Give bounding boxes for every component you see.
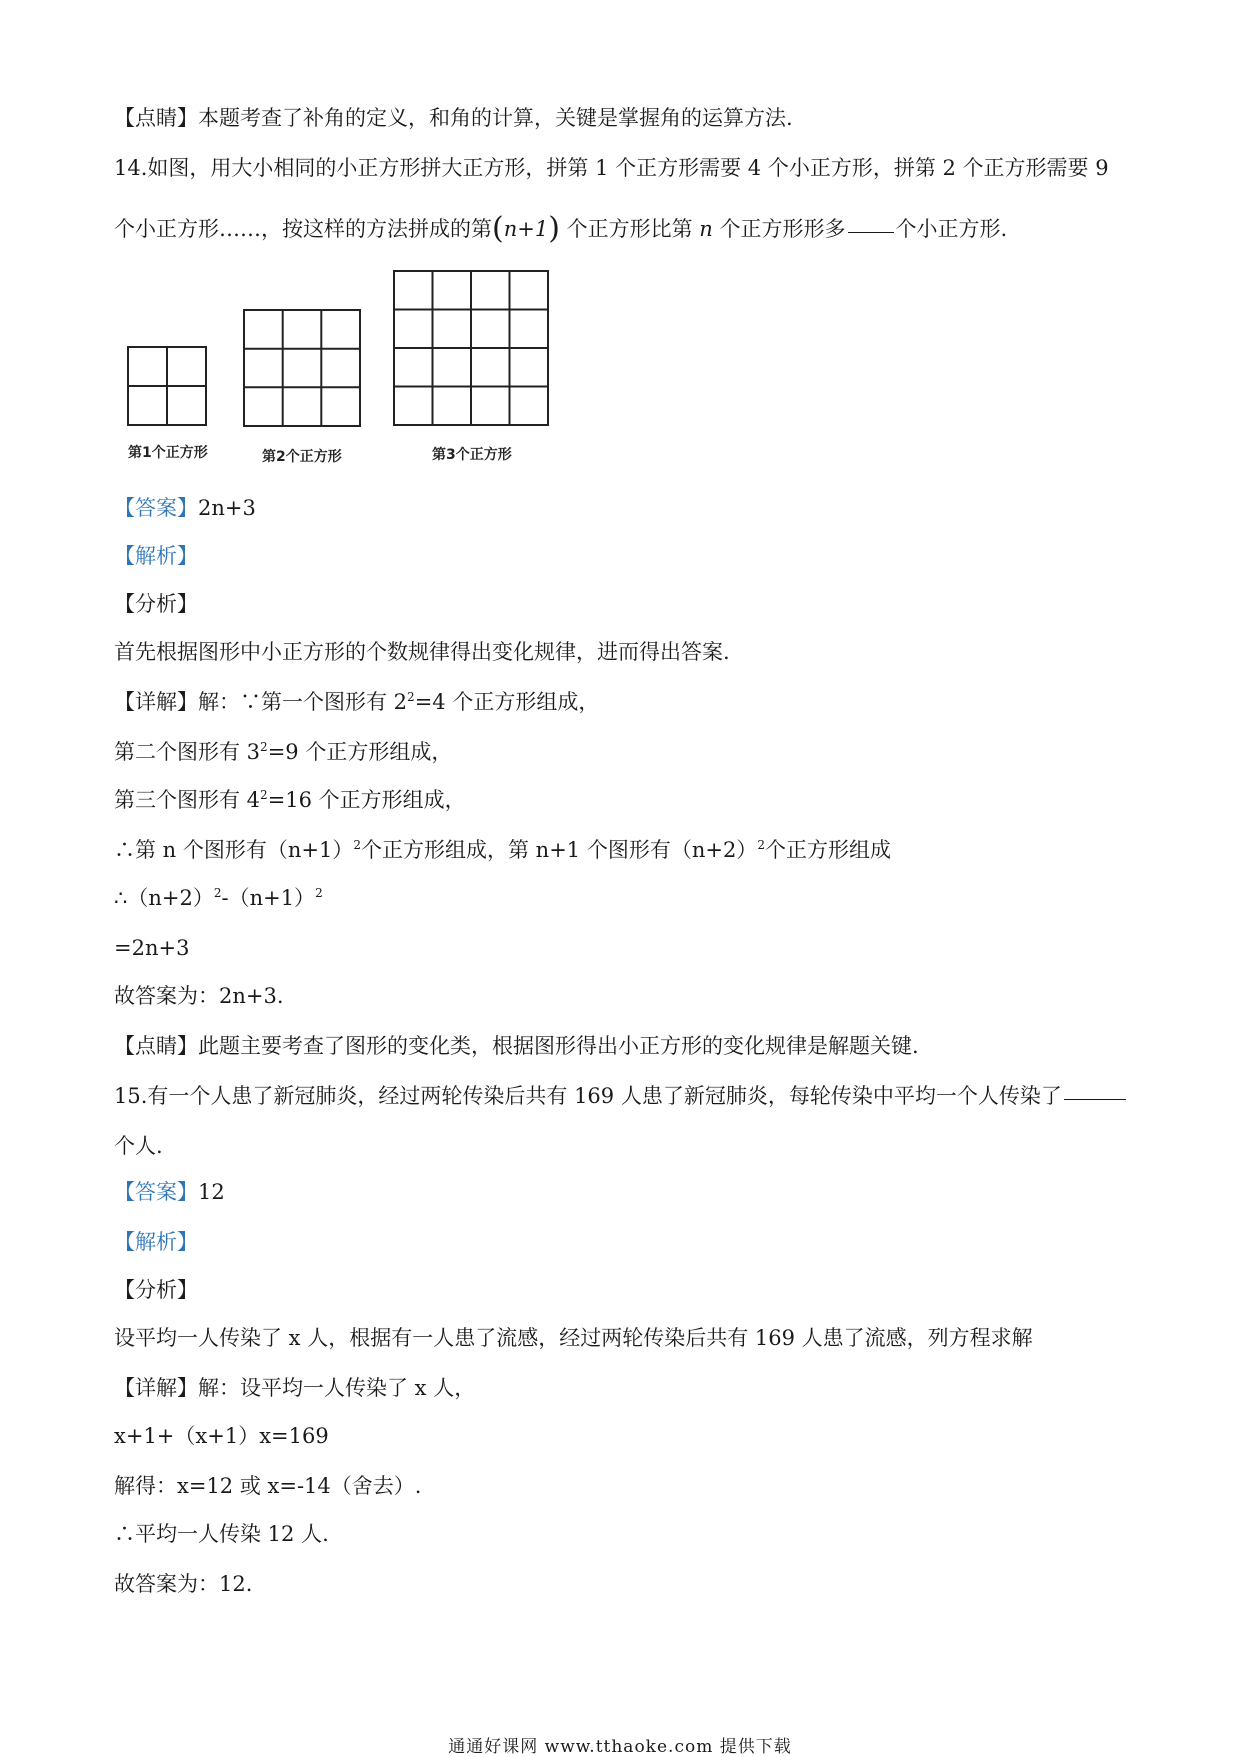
figure-2-caption: 第2个正方形 xyxy=(262,449,342,465)
dianjing-14: 【点睛】此题主要考查了图形的变化类，根据图形得出小正方形的变化规律是解题关键. xyxy=(114,1034,919,1058)
jiexi-14: 【解析】 xyxy=(114,544,198,568)
fenxi-14: 【分析】 xyxy=(114,592,198,616)
answer-blank-14 xyxy=(848,232,894,233)
question-15-line2: 个人. xyxy=(114,1134,163,1158)
xiangjie-14-g: 故答案为：2n+3. xyxy=(114,984,284,1008)
figure-1-grid xyxy=(128,347,206,425)
fenxi-15-text: 设平均一人传染了 x 人，根据有一人患了流感，经过两轮传染后共有 169 人患了流感，列方程求解 xyxy=(114,1326,1033,1350)
fenxi-14-text: 首先根据图形中小正方形的个数规律得出变化规律，进而得出答案. xyxy=(114,640,730,664)
xiangjie-15-d: ∴平均一人传染 12 人. xyxy=(114,1522,329,1546)
answer-14: 【答案】2n+3 xyxy=(114,496,256,520)
xiangjie-14-c: 第三个图形有 $4^2=16$ 个正方形组成， xyxy=(114,788,466,812)
xiangjie-15-b: x+1+（x+1）x=169 xyxy=(114,1424,329,1448)
xiangjie-15-c: 解得：x=12 或 x=-14（舍去）. xyxy=(114,1474,422,1498)
jiexi-15: 【解析】 xyxy=(114,1230,198,1254)
xiangjie-14-b: 第二个图形有 $3^2=9$ 个正方形组成， xyxy=(114,740,453,764)
squares-figure xyxy=(120,265,580,475)
question-15-line1: 15.有一个人患了新冠肺炎，经过两轮传染后共有 169 人患了新冠肺炎，每轮传染中平均一个人传染了 xyxy=(114,1086,1128,1107)
answer-blank-15 xyxy=(1064,1099,1126,1100)
xiangjie-15-e: 故答案为：12. xyxy=(114,1572,253,1596)
question-14-line1: 14.如图，用大小相同的小正方形拼大正方形，拼第 1 个正方形需要 4 个小正方形，拼第 2 个正方形需要 9 xyxy=(114,156,1109,180)
figure-3-caption: 第3个正方形 xyxy=(432,447,512,463)
question-14-line2: 个小正方形……，按这样的方法拼成的第(n+1) 个正方形比第 n 个正方形形多 个小正方形. xyxy=(114,211,1008,246)
fenxi-15: 【分析】 xyxy=(114,1278,198,1302)
line-dianjing-13: 【点睛】本题考查了补角的定义，和角的计算，关键是掌握角的运算方法. xyxy=(114,106,793,130)
xiangjie-14-d: ∴第 n 个图形有$(n+1)^2$个正方形组成，第 n+1 个图形有$(n+2)^2$个正方形组成 xyxy=(114,838,891,862)
answer-15: 【答案】12 xyxy=(114,1180,225,1204)
figure-3-grid xyxy=(394,271,548,425)
figure-1-caption: 第1个正方形 xyxy=(128,445,208,461)
xiangjie-14-a: 【详解】解：∵第一个图形有 $2^2=4$ 个正方形组成， xyxy=(114,690,600,714)
xiangjie-14-e: $\therefore(n+2)^2-(n+1)^2$ xyxy=(114,886,323,910)
figure-2-grid xyxy=(244,310,360,426)
xiangjie-14-f: =2n+3 xyxy=(114,936,190,960)
xiangjie-15-a: 【详解】解：设平均一人传染了 x 人， xyxy=(114,1376,476,1400)
page-footer: 通通好课网 www.tthaoke.com 提供下载 xyxy=(448,1737,792,1757)
expr-n-plus-1: n+1 xyxy=(503,217,549,241)
